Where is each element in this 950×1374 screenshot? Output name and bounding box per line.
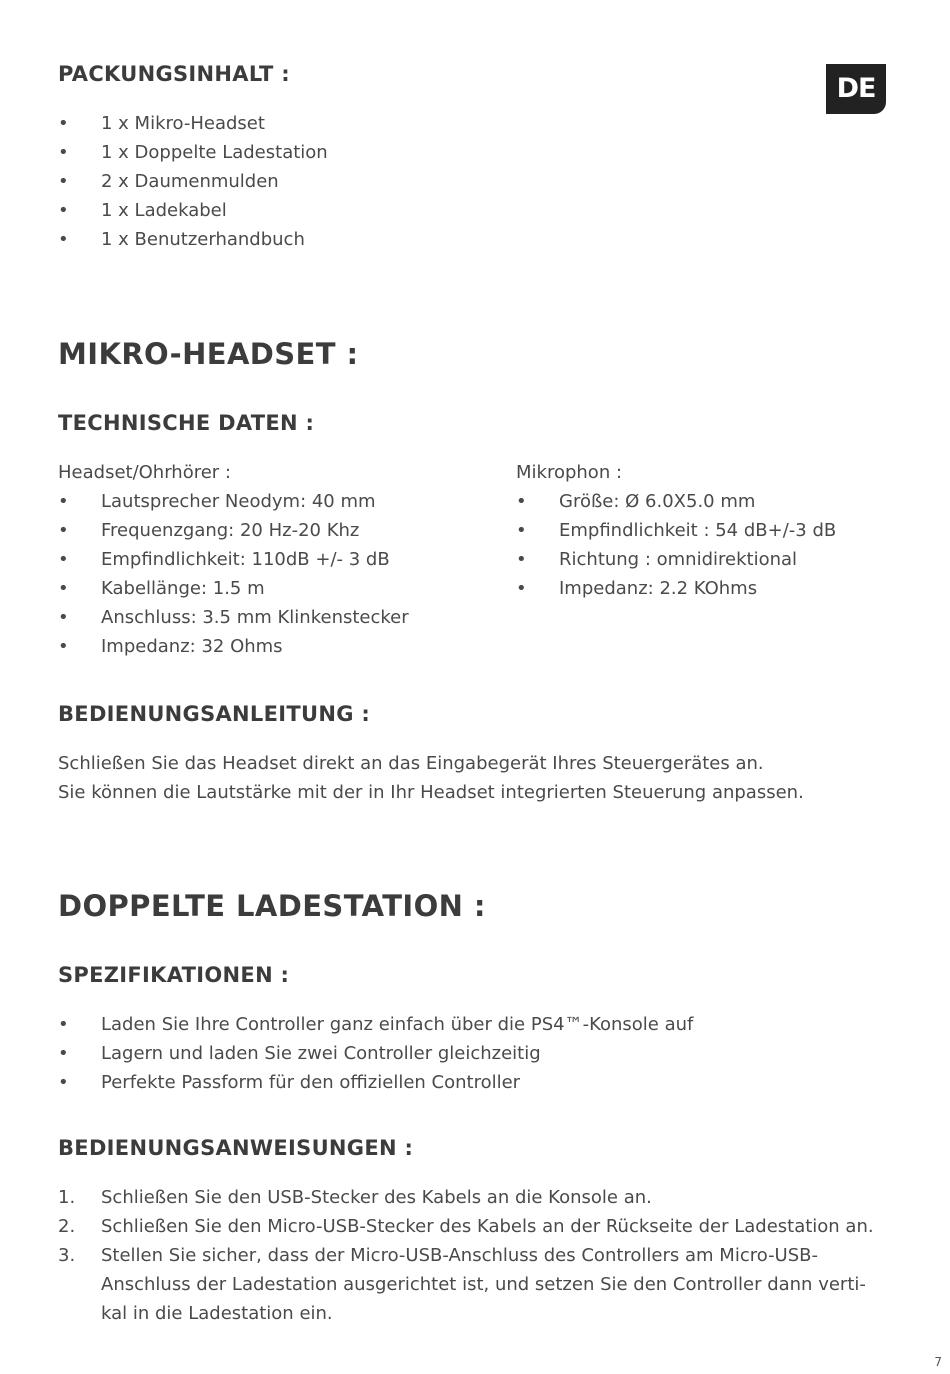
list-item: • 1 x Ladekabel [58, 196, 328, 225]
list-item: • Empfindlichkeit : 54 dB+/-3 dB [516, 516, 836, 545]
list-item: 1. Schließen Sie den USB-Stecker des Kabels an die Konsole an. [58, 1187, 652, 1208]
technische-daten-heading: TECHNISCHE DATEN : [58, 411, 315, 435]
list-item: • Impedanz: 32 Ohms [58, 632, 409, 661]
bullet-icon: • [58, 1072, 69, 1093]
bullet-icon: • [516, 549, 527, 570]
list-item: • Laden Sie Ihre Controller ganz einfach über die PS4™-Konsole auf [58, 1010, 693, 1039]
bullet-icon: • [58, 142, 69, 163]
list-item: • Perfekte Passform für den offiziellen Controller [58, 1068, 693, 1097]
bedienungsanweisungen-heading: BEDIENUNGSANWEISUNGEN : [58, 1136, 414, 1160]
usage-line-2: Sie können die Lautstärke mit der in Ihr Headset integrierten Steuerung anpassen. [58, 782, 804, 803]
list-item: • Empfindlichkeit: 110dB +/- 3 dB [58, 545, 409, 574]
mikrophon-label: Mikrophon : [516, 462, 623, 483]
list-item: • Größe: Ø 6.0X5.0 mm [516, 487, 836, 516]
bullet-icon: • [58, 171, 69, 192]
bullet-icon: • [58, 578, 69, 599]
list-item: 3. Stellen Sie sicher, dass der Micro-USB-Anschluss des Controllers am Micro-USB- Anschluss der Ladestation ausgerichtet ist, und setzen Sie den Controller dann verti- kal in die Ladestation ein. [58, 1245, 866, 1324]
bullet-icon: • [58, 113, 69, 134]
bullet-icon: • [58, 520, 69, 541]
list-item: • Impedanz: 2.2 KOhms [516, 574, 836, 603]
bullet-icon: • [516, 520, 527, 541]
ladestation-heading: DOPPELTE LADESTATION : [58, 889, 486, 923]
list-item: • 1 x Doppelte Ladestation [58, 138, 328, 167]
language-badge: DE [826, 64, 886, 114]
bullet-icon: • [516, 491, 527, 512]
bedienungsanweisungen-list [58, 1183, 874, 1328]
bullet-icon: • [58, 549, 69, 570]
list-item: • 1 x Benutzerhandbuch [58, 225, 328, 254]
bullet-icon: • [58, 491, 69, 512]
packungsinhalt-list [58, 109, 328, 254]
bedienungsanleitung-heading: BEDIENUNGSANLEITUNG : [58, 702, 371, 726]
list-item: • Frequenzgang: 20 Hz-20 Khz [58, 516, 409, 545]
list-item: • Lautsprecher Neodym: 40 mm [58, 487, 409, 516]
list-item: • Anschluss: 3.5 mm Klinkenstecker [58, 603, 409, 632]
bullet-icon: • [516, 578, 527, 599]
list-item: • Richtung : omnidirektional [516, 545, 836, 574]
mikrophon-spec-list [516, 487, 836, 603]
headset-spec-list [58, 487, 409, 661]
bullet-icon: • [58, 607, 69, 628]
bullet-icon: • [58, 636, 69, 657]
packungsinhalt-heading: PACKUNGSINHALT : [58, 62, 290, 86]
list-item: • 2 x Daumenmulden [58, 167, 328, 196]
headset-label: Headset/Ohrhörer : [58, 462, 231, 483]
spezifikationen-heading: SPEZIFIKATIONEN : [58, 963, 290, 987]
bullet-icon: • [58, 1014, 69, 1035]
bullet-icon: • [58, 200, 69, 221]
list-item: 2. Schließen Sie den Micro-USB-Stecker des Kabels an der Rückseite der Ladestation an. [58, 1216, 874, 1237]
mikro-headset-heading: MIKRO-HEADSET : [58, 337, 359, 371]
bullet-icon: • [58, 229, 69, 250]
list-item: • Lagern und laden Sie zwei Controller gleichzeitig [58, 1039, 693, 1068]
list-item: • Kabellänge: 1.5 m [58, 574, 409, 603]
spezifikationen-list [58, 1010, 693, 1097]
page-number: 7 [934, 1355, 942, 1369]
list-item: • 1 x Mikro-Headset [58, 109, 328, 138]
usage-line-1: Schließen Sie das Headset direkt an das Eingabegerät Ihres Steuergerätes an. [58, 753, 764, 774]
bullet-icon: • [58, 1043, 69, 1064]
